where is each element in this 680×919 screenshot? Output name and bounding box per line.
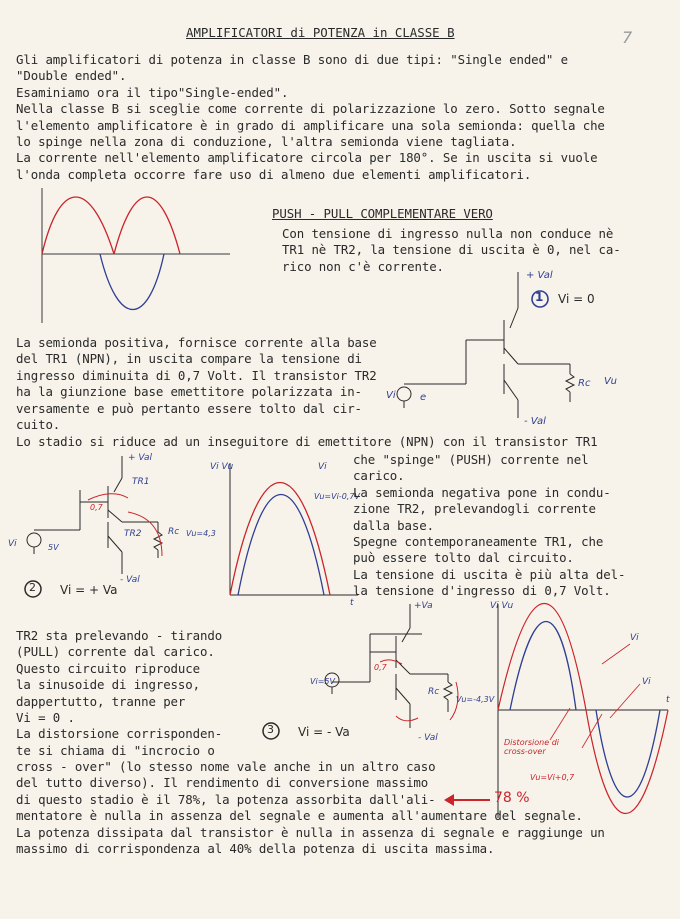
graph2-t-label: t	[666, 695, 670, 705]
graph2-vu-equation: Vu=Vi+0,7	[530, 773, 575, 782]
minus-val-label-2: - Val	[120, 575, 140, 585]
right-column-paragraph	[353, 452, 625, 600]
plus-va-label: +Va	[414, 601, 433, 611]
vu-label: Vu	[604, 376, 618, 387]
efficiency-annotation: 78 %	[494, 790, 530, 806]
text-line: Spegne contemporaneamente TR1, che	[353, 534, 604, 550]
tr2-paragraph	[16, 628, 222, 759]
case-2-number: 2	[29, 581, 36, 594]
text-line: TR2 sta prelevando - tirando	[16, 628, 223, 643]
graph2-vi-label-b: Vi	[642, 677, 651, 687]
case-3-label: Vi = - Va	[298, 725, 350, 739]
minus-val-label: - Val	[524, 416, 546, 427]
stadio-line: Lo stadio si riduce ad un inseguitore di emettitore (NPN) con il transistor TR1	[16, 434, 598, 449]
text-line: l'onda completa occorre fare uso di almeno due elementi amplificatori.	[16, 166, 532, 182]
text-line: La tensione di uscita è più alta del-	[353, 566, 626, 582]
text-line: te si chiama di "incrocio o	[16, 742, 215, 758]
circuit-diagram-1	[380, 268, 591, 428]
v07-label-3: 0,7	[374, 663, 387, 672]
rc-label-2: Rc	[168, 527, 180, 537]
graph2-vi-label: Vi	[630, 633, 639, 643]
circuit-diagram-2	[8, 452, 216, 585]
case-1-label: Vi = 0	[558, 292, 595, 306]
text-line: lo spinge nella zona di conduzione, l'altra semionda viene tagliata.	[16, 134, 517, 150]
text-line: La semionda negativa pone in condu-	[353, 484, 611, 500]
text-line: versamente e può pertanto essere tolto dal cir-	[16, 400, 362, 416]
graph-positive-half	[210, 455, 360, 608]
text-line: Questo circuito riproduce	[16, 660, 200, 676]
graph-vu-equation: Vu=Vi-0,7V	[314, 492, 360, 501]
text-line: TR1 nè TR2, la tensione di uscita è 0, nel ca-	[282, 242, 621, 258]
v07-label: 0,7	[90, 503, 103, 512]
text-line: Gli amplificatori di potenza in classe B sono di due tipi: "Single ended" e	[16, 52, 568, 67]
text-line: di questo stadio è il 78%, la potenza assorbita dall'ali-	[16, 791, 436, 807]
text-line: dalla base.	[353, 517, 434, 533]
text-line: La potenza dissipata dal transistor è nulla in assenza di segnale e raggiunge un	[16, 824, 605, 840]
text-line: Esaminiamo ora il tipo"Single-ended".	[16, 84, 289, 100]
case-2-label: Vi = + Va	[60, 583, 118, 597]
text-line: del tutto diverso). Il rendimento di conversione massimo	[16, 775, 429, 791]
text-line: cross - over" (lo stesso nome vale anche in un altro caso	[16, 759, 436, 774]
text-line: cuito.	[16, 417, 61, 433]
tr1-label: TR1	[132, 477, 150, 487]
text-line: l'elemento amplificatore è in grado di amplificare una sola semionda: quella che	[16, 117, 605, 133]
crossover-distortion-label: Distorsione di cross-over	[504, 738, 559, 756]
vu-43-label: Vu=-4,3V	[456, 695, 495, 704]
text-line: ha la giunzione base emettitore polarizzata in-	[16, 384, 362, 400]
text-line: La semionda positiva, fornisce corrente alla base	[16, 335, 377, 350]
text-line: del TR1 (NPN), in uscita compare la tensione di	[16, 351, 362, 367]
arrow-icon	[444, 793, 490, 807]
bottom-paragraph	[16, 759, 605, 857]
text-line: "Double ended".	[16, 68, 127, 84]
text-line: rico non c'è corrente.	[282, 258, 444, 274]
text-line: che "spinge" (PUSH) corrente nel	[353, 452, 589, 467]
plus-val-label-2: + Val	[128, 453, 152, 463]
graph-t-label: t	[350, 598, 354, 608]
text-line: la sinusoide di ingresso,	[16, 677, 200, 693]
half-wave-sketch	[30, 188, 230, 338]
e-label: e	[420, 392, 427, 403]
vi-label-2: Vi	[8, 539, 17, 549]
text-line: mentatore è nulla in assenza del segnale e aumenta all'aumentare del segnale.	[16, 808, 583, 824]
circuit-diagram-3	[310, 598, 495, 743]
vu-value-label: Vu=4,3	[186, 529, 216, 538]
rc-label-3: Rc	[428, 687, 440, 697]
text-line: ingresso diminuita di 0,7 Volt. Il transistor TR2	[16, 367, 377, 383]
graph2-axis-label: Vi Vu	[490, 601, 514, 611]
case-1-number: 1	[535, 290, 544, 304]
text-line: può essere tolto dal circuito.	[353, 550, 574, 566]
positive-half-paragraph	[16, 335, 377, 433]
page-title: AMPLIFICATORI di POTENZA in CLASSE B	[186, 25, 455, 40]
rc-label: Rc	[578, 378, 591, 389]
text-line: Vi = 0 .	[16, 710, 75, 726]
tr2-label: TR2	[124, 529, 142, 539]
graph-vi-label: Vi	[318, 462, 327, 472]
page-number: 7	[622, 28, 633, 47]
v5-label: 5V	[48, 543, 59, 552]
section-heading-push-pull: PUSH - PULL COMPLEMENTARE VERO	[272, 206, 493, 221]
text-line: Nella classe B si sceglie come corrente di polarizzazione lo zero. Sotto segnale	[16, 101, 605, 117]
text-line: massimo di corrispondenza al 40% della potenza di uscita massima.	[16, 841, 495, 857]
graph-axis-label: Vi Vu	[210, 462, 234, 472]
vi-label: Vi	[386, 390, 396, 401]
text-line: zione TR2, prelevandogli corrente	[353, 501, 596, 517]
minus-val-label-3: - Val	[418, 733, 438, 743]
text-line: Con tensione di ingresso nulla non conduce nè	[282, 226, 614, 241]
text-line: (PULL) corrente dal carico.	[16, 644, 215, 660]
case-3-number: 3	[267, 723, 274, 736]
text-line: la tensione d'ingresso di 0,7 Volt.	[353, 583, 611, 599]
text-line: carico.	[353, 468, 405, 484]
plus-val-label: + Val	[526, 270, 553, 281]
text-line: La corrente nell'elemento amplificatore circola per 180°. Se in uscita si vuole	[16, 150, 598, 166]
text-line: dappertutto, tranne per	[16, 693, 186, 709]
text-line: La distorsione corrisponden-	[16, 726, 223, 742]
vi-5v-label: Vi=5V	[310, 677, 335, 686]
intro-paragraph	[16, 52, 605, 183]
